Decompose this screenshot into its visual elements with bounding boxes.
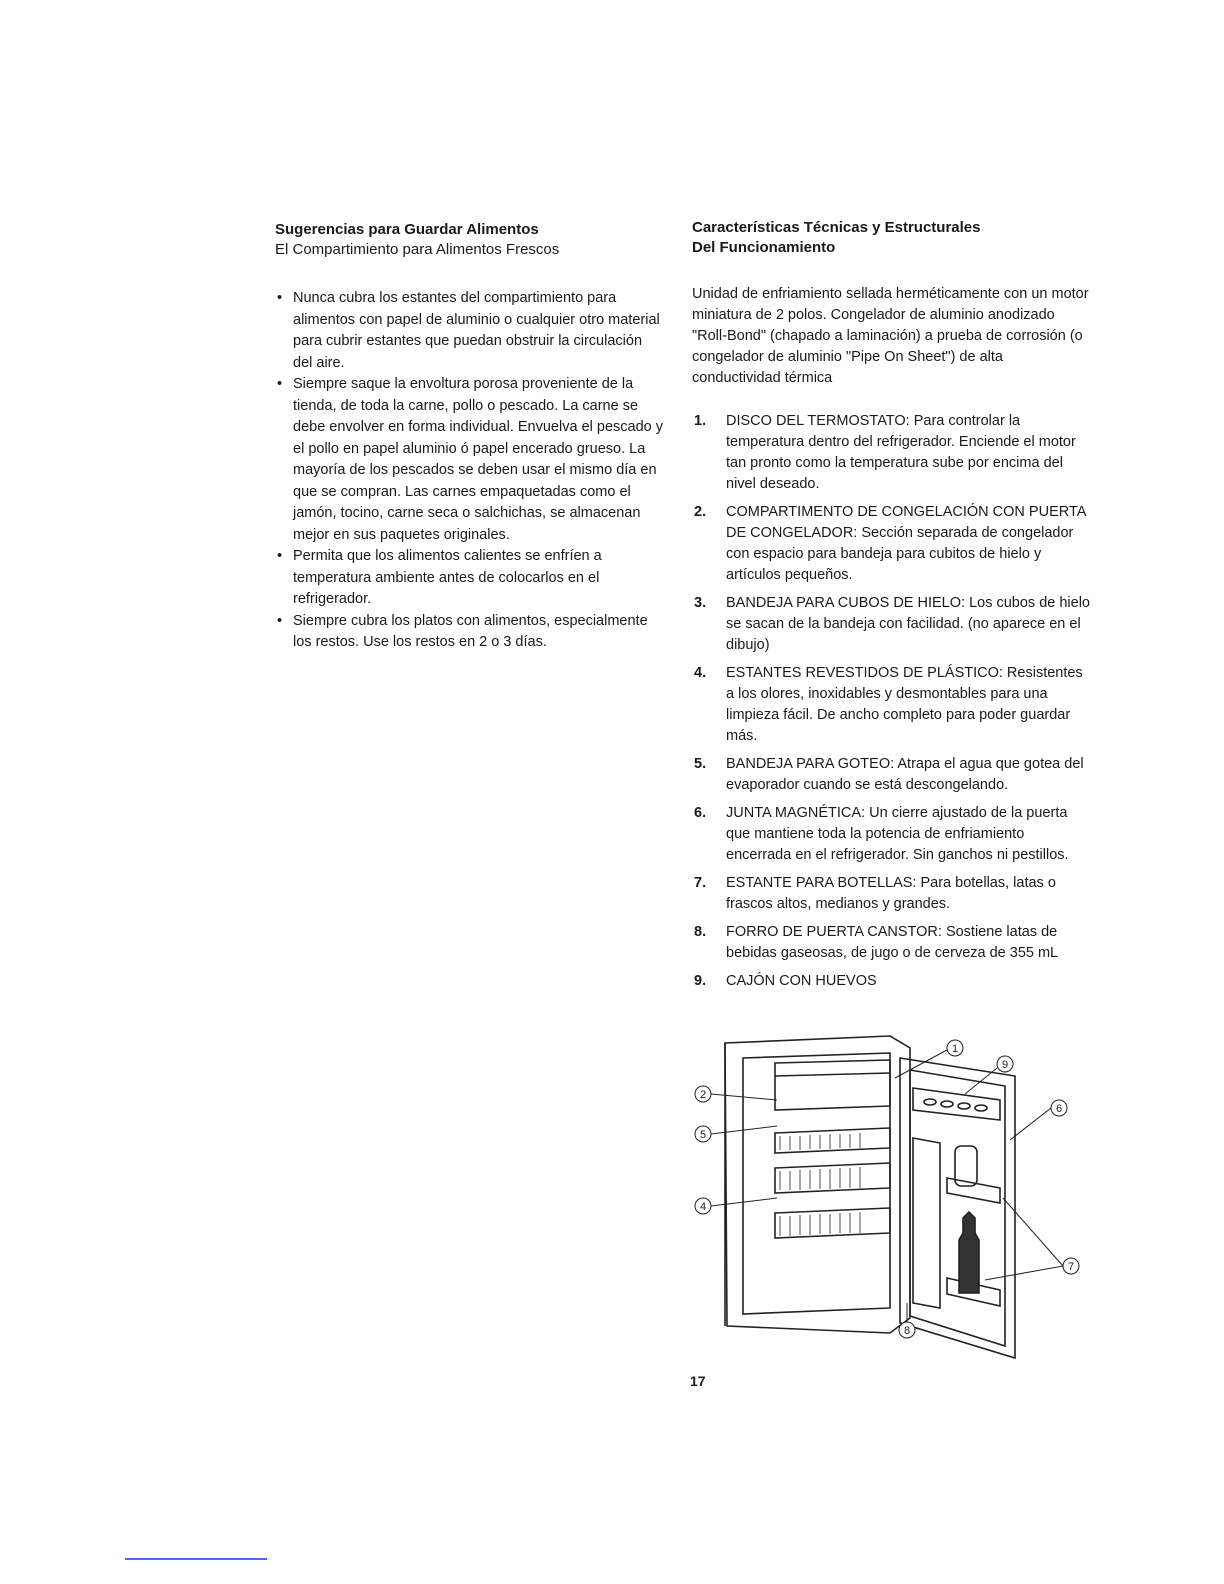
callout-6-label: 6 — [1055, 1103, 1063, 1115]
feature-text: DISCO DEL TERMOSTATO: Para controlar la temperatura dentro del refrigerador. Enciende el motor tan pronto como la temperatura sube por encima del nivel deseado. — [726, 413, 1076, 492]
callout-labels — [700, 1043, 1074, 1337]
callout-9-label: 9 — [1001, 1059, 1009, 1071]
freezer-compartment — [775, 1060, 890, 1110]
feature-number: 1. — [694, 413, 707, 429]
cabinet-outline — [725, 1036, 910, 1333]
feature-item — [692, 922, 1092, 964]
section-subtitle: El Compartimiento para Alimentos Frescos — [275, 241, 560, 258]
technical-features-section — [692, 218, 1092, 999]
tip-item: • Permita que los alimentos calientes se enfríen a temperatura ambiente antes de colocarlos en el refrigerador. — [277, 546, 665, 611]
feature-number: 5. — [694, 756, 707, 772]
feature-number: 2. — [694, 504, 707, 520]
refrigerator-drawing — [725, 1036, 1015, 1358]
section-title-line2: Del Funcionamiento — [692, 239, 836, 256]
feature-item — [692, 971, 1092, 992]
callout-5-label: 5 — [699, 1129, 707, 1141]
feature-text: BANDEJA PARA CUBOS DE HIELO: Los cubos de hielo se sacan de la bandeja con facilidad. (no aparece en el dibujo) — [726, 595, 1091, 653]
feature-number: 9. — [694, 973, 707, 989]
callout-7-label: 7 — [1067, 1261, 1075, 1273]
feature-text: CAJÓN CON HUEVOS — [726, 973, 877, 989]
tips-list — [275, 288, 665, 654]
tip-item: • Siempre saque la envoltura porosa proveniente de la tienda, de toda la carne, pollo o pescado. La carne se debe envolver en forma individual. Envuelva el pescado y el pollo en papel aluminio ó papel encerado grueso. La mayoría de los pescados se deben usar el mismo día en que se compran. Las carnes empaquetadas como el jamón, tocino, carne seca o salchichas, se almacenan mejor en sus paquetes originales. — [277, 374, 665, 546]
callout-1-label: 1 — [951, 1043, 959, 1055]
callout-8-label: 8 — [903, 1325, 911, 1337]
feature-text: ESTANTE PARA BOTELLAS: Para botellas, latas o frascos altos, medianos y grandes. — [726, 875, 1056, 912]
cabinet-liner — [743, 1053, 890, 1314]
feature-number: 7. — [694, 875, 707, 891]
feature-number: 6. — [694, 805, 707, 821]
feature-text: JUNTA MAGNÉTICA: Un cierre ajustado de la puerta que mantiene toda la potencia de enfriamiento encerrada en el refrigerador. Sin ganchos ni pestillos. — [726, 805, 1069, 863]
callout-markers — [695, 1040, 1079, 1338]
intro-paragraph: Unidad de enfriamiento sellada herméticamente con un motor miniatura de 2 polos. Congelador de aluminio anodizado "Roll-Bond" (chapado a laminación) a prueba de corrosión (o congelador de aluminio "Pipe On Sheet") de alta conductividad térmica — [692, 286, 1089, 386]
features-list — [692, 411, 1092, 992]
food-storage-tips-section — [275, 220, 665, 654]
feature-item — [692, 502, 1092, 586]
feature-number: 3. — [694, 595, 707, 611]
tip-item: • Nunca cubra los estantes del compartimiento para alimentos con papel de aluminio o cualquier otro material para cubrir estantes que puedan obstruir la circulación del aire. — [277, 288, 665, 374]
feature-item — [692, 593, 1092, 656]
can-dispenser — [913, 1138, 940, 1308]
feature-text: ESTANTES REVESTIDOS DE PLÁSTICO: Resistentes a los olores, inoxidables y desmontables para una limpieza fácil. De ancho completo para poder guardar más. — [726, 665, 1083, 744]
feature-item — [692, 754, 1092, 796]
callout-4-label: 4 — [699, 1201, 707, 1213]
door — [900, 1058, 1015, 1358]
feature-number: 4. — [694, 665, 707, 681]
section-title: Características Técnicas y Estructurales — [692, 219, 981, 236]
shelves — [775, 1128, 890, 1238]
section-title: Sugerencias para Guardar Alimentos — [275, 221, 539, 238]
feature-item — [692, 663, 1092, 747]
callout-lines — [711, 1050, 1063, 1323]
callout-2-label: 2 — [699, 1089, 707, 1101]
feature-item — [692, 803, 1092, 866]
feature-text: COMPARTIMENTO DE CONGELACIÓN CON PUERTA DE CONGELADOR: Sección separada de congelador con espacio para bandeja para cubitos de hielo y artículos pequeños. — [726, 504, 1086, 583]
feature-item — [692, 411, 1092, 495]
feature-item — [692, 873, 1092, 915]
refrigerator-diagram — [685, 1028, 1085, 1368]
page-number: 17 — [690, 1373, 706, 1389]
tip-item: • Siempre cubra los platos con alimentos, especialmente los restos. Use los restos en 2 o 3 días. — [277, 611, 665, 654]
feature-number: 8. — [694, 924, 707, 940]
footer-rule — [125, 1558, 267, 1560]
feature-text: BANDEJA PARA GOTEO: Atrapa el agua que gotea del evaporador cuando se está descongelando. — [726, 756, 1084, 793]
bottle — [959, 1212, 979, 1293]
feature-text: FORRO DE PUERTA CANSTOR: Sostiene latas de bebidas gaseosas, de jugo o de cerveza de 355 mL — [726, 924, 1059, 961]
